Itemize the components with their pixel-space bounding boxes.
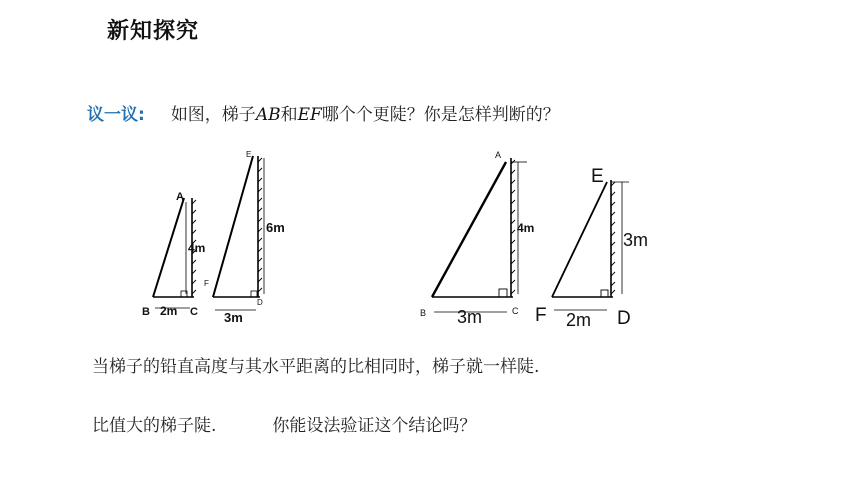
conclusion-equal-ratio: 当梯子的铅直高度与其水平距离的比相同时，梯子就一样陡. bbox=[92, 357, 540, 377]
page-title: 新知探究 bbox=[107, 19, 200, 44]
left-height-2: 6m bbox=[266, 220, 285, 235]
right-label-a: A bbox=[495, 150, 502, 160]
left-width-1: 2m bbox=[160, 304, 178, 318]
ladder-ab-var: AB bbox=[255, 105, 281, 125]
discussion-question bbox=[87, 100, 560, 125]
figure-right bbox=[405, 140, 655, 330]
question-mid: 和 bbox=[280, 105, 298, 125]
figure-left-svg bbox=[140, 140, 290, 330]
left-label-e: E bbox=[246, 150, 252, 159]
left-label-c: C bbox=[190, 306, 198, 318]
right-width-2: 2m bbox=[566, 310, 592, 330]
figure-right-svg bbox=[405, 140, 655, 330]
left-width-2: 3m bbox=[224, 310, 243, 325]
left-label-b: B bbox=[142, 306, 150, 318]
conclusion-larger-ratio: 比值大的梯子陡. bbox=[92, 416, 217, 436]
question-after: 哪个个更陡？你是怎样判断的？ bbox=[321, 105, 560, 125]
left-label-f: F bbox=[204, 279, 209, 288]
right-width-1: 3m bbox=[457, 307, 483, 327]
right-height-1: 4m bbox=[517, 221, 535, 235]
conclusion-row bbox=[92, 411, 476, 436]
right-height-2: 3m bbox=[623, 230, 649, 250]
left-label-d: D bbox=[257, 298, 263, 307]
discussion-label: 议一议: bbox=[87, 105, 145, 125]
right-label-e: E bbox=[591, 166, 604, 187]
left-height-1: 4m bbox=[188, 241, 206, 255]
figure-left bbox=[140, 140, 290, 330]
right-label-d: D bbox=[617, 308, 631, 329]
right-label-f: F bbox=[535, 305, 547, 326]
right-label-c: C bbox=[512, 306, 519, 316]
ladder-ef-var: EF bbox=[297, 105, 322, 125]
question-before: 如图，梯子 bbox=[170, 105, 256, 125]
verify-prompt: 你能设法验证这个结论吗？ bbox=[272, 416, 477, 436]
left-label-a: A bbox=[176, 191, 184, 203]
right-label-b: B bbox=[420, 308, 427, 318]
